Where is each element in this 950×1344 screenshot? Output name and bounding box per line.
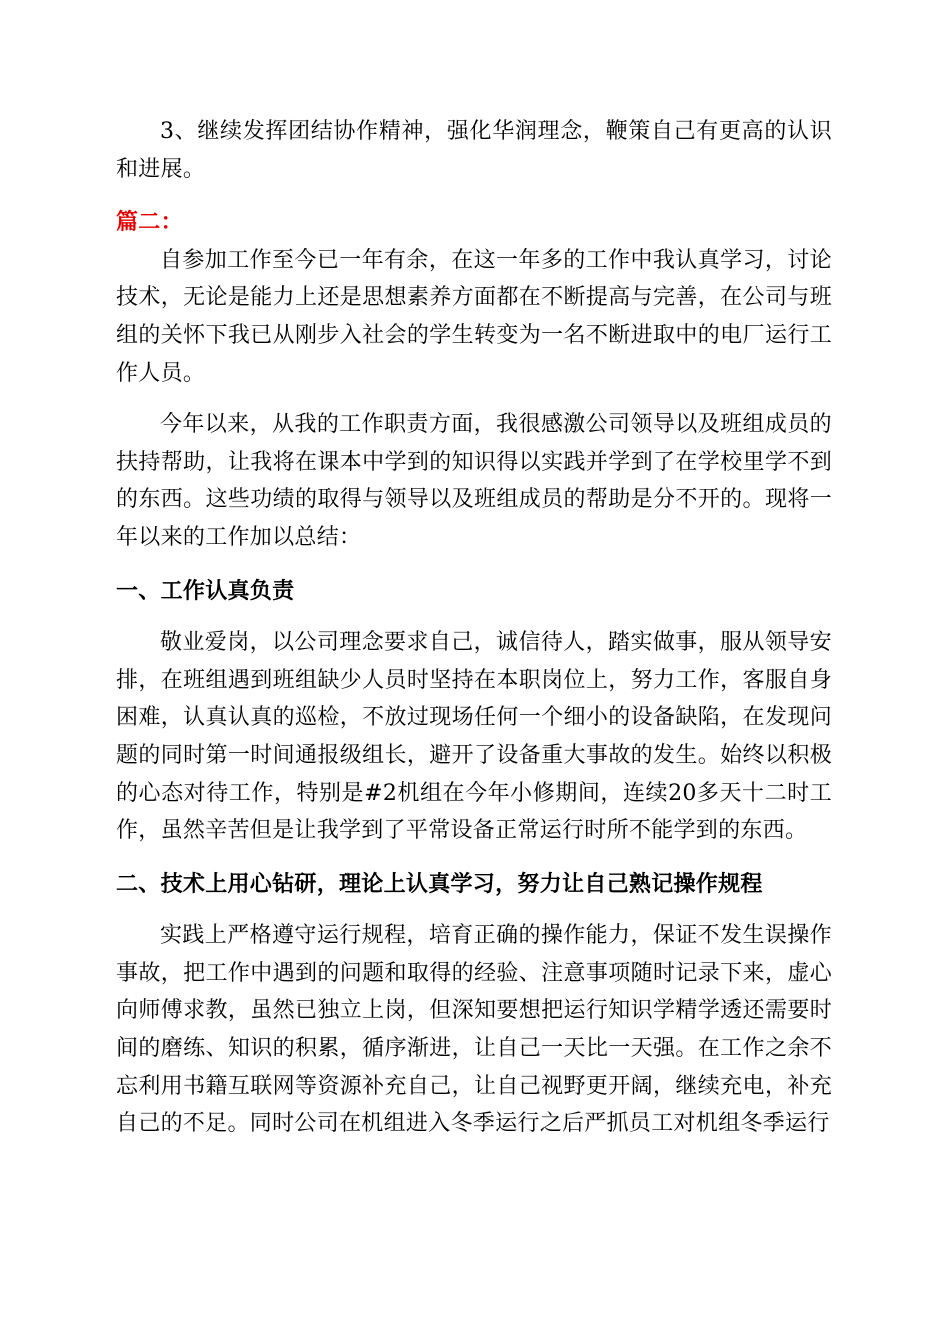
paragraph-intro: 自参加工作至今已一年有余，在这一年多的工作中我认真学习，讨论技术，无论是能力上还是思想素养方面都在不断提高与完善，在公司与班组的关怀下我已从刚步入社会的学生转变为一名不断进取中的电厂运行工作人员。 (116, 247, 832, 386)
paragraph-thanks: 今年以来，从我的工作职责方面，我很感激公司领导以及班组成员的扶持帮助，让我将在课本中学到的知识得以实践并学到了在学校里学不到的东西。这些功绩的取得与领导以及班组成员的帮助是分不开的。现将一年以来的工作加以总结： (116, 412, 832, 550)
paragraph-technical-study: 实践上严格遵守运行规程，培育正确的操作能力，保证不发生误操作事故，把工作中遇到的问题和取得的经验、注意事项随时记录下来，虚心向师傅求教，虽然已独立上岗，但深知要想把运行知识学精学透还需要时间的磨练、知识的积累，循序渐进，让自己一天比一天强。在工作之余不忘利用书籍互联网等资源补充自己，让自己视野更开阔，继续充电，补充自己的不足。同时公司在机组进入冬季运行之后严抓员工对机组冬季运行 (116, 923, 832, 1137)
section-heading-part-2: 篇二： (116, 209, 183, 236)
paragraph-point-3: 3、继续发挥团结协作精神，强化华润理念，鞭策自己有更高的认识和进展。 (116, 119, 832, 182)
heading-work-responsibility: 一、工作认真负责 (116, 577, 295, 604)
document-page (116, 113, 832, 1143)
heading-technical-study: 二、技术上用心钻研，理论上认真学习，努力让自己熟记操作规程 (116, 870, 763, 897)
paragraph-work-responsibility: 敬业爱岗，以公司理念要求自己，诚信待人，踏实做事，服从领导安排，在班组遇到班组缺少人员时坚持在本职岗位上，努力工作，客服自身困难，认真认真的巡检，不放过现场任何一个细小的设备缺陷，在发现问题的同时第一时间通报级组长，避开了设备重大事故的发生。始终以积极的心态对待工作，特别是#2机组在今年小修期间，连续20多天十二时工作，虽然辛苦但是让我学到了平常设备正常运行时所不能学到的东西。 (116, 630, 832, 844)
